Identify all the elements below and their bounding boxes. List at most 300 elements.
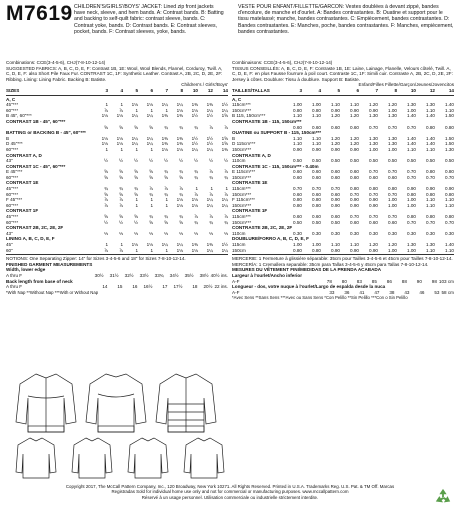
yardage-cell: ¾: [149, 191, 153, 197]
yardage-cell: 1⅛: [176, 202, 183, 208]
yardage-cell: ⅞: [104, 247, 108, 253]
length-row: A thru F 14 15 16 16½ 17 17½ 18 20½ 22 ins.: [6, 284, 228, 290]
yardage-cell: 1.00: [369, 146, 378, 152]
size-cell: 5: [135, 87, 138, 93]
sizes-label: SIZES: [6, 87, 20, 93]
divider: [6, 95, 228, 96]
yardage-cell: ⅝: [149, 174, 153, 180]
yardage-cell: 0.70: [350, 191, 359, 197]
yardage-cell: 1.00: [388, 202, 397, 208]
yardage-cell: 1¼: [131, 135, 138, 141]
yardage-cell: 1¼: [161, 242, 168, 247]
row-label: F 115cm***: [232, 197, 255, 203]
measurement-cell: 17: [162, 284, 168, 290]
row-label: 110cm: [232, 230, 246, 236]
yardage-cell: 1: [150, 146, 153, 152]
yardage-cell: 1¼: [206, 197, 213, 203]
yardage-cell: 1¼: [146, 141, 153, 147]
yardage-cell: ⅞: [209, 214, 213, 220]
size-cell: 8: [180, 87, 183, 93]
yardage-cell: 0.50: [388, 158, 397, 164]
row-label: 150cm***: [232, 146, 252, 152]
yardage-cell: ⅝: [179, 174, 183, 180]
footnote: *Avec Sens **Sans Sens ***Avec ou Sans Sens *Con Pelillo **Sin Pelillo ***Con o Sin Pelillo: [232, 295, 408, 301]
yardage-cell: 1.10: [426, 146, 435, 152]
yardage-cell: ⅓: [194, 230, 198, 236]
divider: [6, 254, 228, 255]
yardage-cell: 1.00: [293, 102, 302, 108]
size-cell: 7: [165, 87, 168, 93]
yardage-cell: 1: [165, 247, 168, 253]
yardage-cell: 1.10: [426, 202, 435, 208]
yardage-cell: 0.80: [293, 197, 302, 203]
yardage-cell: 1: [150, 247, 153, 253]
row-label: 150cm***: [232, 202, 252, 208]
yardage-cell: 0.50: [426, 158, 435, 164]
measurement-cell: 78: [326, 278, 332, 284]
yardage-cell: ⅞: [119, 247, 123, 253]
yardage-cell: ⅞: [209, 191, 213, 197]
yardage-cell: ¾: [164, 191, 168, 197]
row-label: D 45"***: [6, 141, 23, 147]
yardage-cell: 0.90: [331, 247, 340, 253]
yardage-cell: 1⅛: [131, 242, 138, 247]
row-label: BATTING or BACKING B - 45", 60"***: [6, 130, 86, 136]
yardage-cell: ⅓: [119, 230, 123, 236]
yardage-cell: 1½: [191, 141, 198, 147]
yardage-cell: ⅝: [119, 124, 123, 130]
row-label: 60"***: [6, 146, 19, 152]
row-label: 115cm***: [232, 186, 251, 192]
yardage-cell: 1⅜: [191, 242, 198, 247]
yardage-cell: 0.50: [350, 158, 359, 164]
row-label: CONTRAST 1C - 45", 60"***: [6, 163, 66, 169]
yardage-cell: 1: [225, 186, 228, 192]
yardage-cell: 0.30: [331, 230, 340, 236]
row-label: CONTRAST 1E: [6, 180, 39, 186]
row-label: 60"***: [6, 174, 19, 180]
measurement-cell: 32½: [124, 272, 134, 278]
metric-rows: [232, 97, 454, 254]
yardage-cell: ⅝: [119, 214, 123, 220]
yardage-cell: 1: [195, 186, 198, 192]
yardage-cell: 0.80: [426, 169, 435, 175]
measurement-cell: 90: [416, 278, 422, 284]
yardage-cell: 0.70: [388, 124, 397, 130]
row-label: LINING A, B, C, D, E, F: [6, 236, 55, 242]
yardage-cell: 1½: [206, 135, 213, 141]
measurement-cell: 43: [404, 289, 410, 295]
finished-measurements-title: FINISHED GARMENT MEASUREMENTS: [6, 261, 93, 267]
description-english: CHILDREN'S/GIRLS'/BOYS' JACKET: Lined zip front jackets have neck, sleeve, and hem bands. A: Contrast bands. B: Batting and backing to self-quilt fabric: contrast sleeve, bands. C: Contrast yoke, bands. D: Contrast bands. E: Contrast sleeves, pocket, bands. F: Contrast sleeves, yoke, bands.: [74, 4, 224, 35]
size-group-label: Enfant/Filles Fillette/Garçon/Jeunes/Jovencitos: [358, 82, 454, 88]
measurement-cell: 33½: [139, 272, 149, 278]
yardage-cell: 1.30: [369, 135, 378, 141]
yardage-cell: 0.90: [293, 146, 302, 152]
yardage-row: [232, 248, 454, 254]
yardage-cell: 1⅜: [221, 146, 228, 152]
yardage-cell: 0.30: [445, 230, 454, 236]
yardage-cell: 1½: [221, 102, 228, 108]
yardage-cell: 1⅛: [176, 197, 183, 203]
yardage-cell: 1.10: [407, 146, 416, 152]
yardage-cell: ⅞: [194, 214, 198, 220]
yardage-cell: ½: [119, 158, 123, 164]
yardage-cell: ⅓: [149, 230, 153, 236]
yardage-cell: ⅝: [134, 191, 138, 197]
yardage-cell: ½: [119, 219, 123, 225]
yardage-cell: 1⅛: [161, 146, 168, 152]
yardage-cell: 0.90: [312, 146, 321, 152]
row-label: CONTRASTE 1E: [232, 180, 268, 186]
yardage-cell: 0.80: [350, 186, 359, 192]
yardage-cell: 1.40: [426, 135, 435, 141]
yardage-cell: ⅞: [224, 124, 228, 130]
yardage-cell: 1⅛: [146, 102, 153, 108]
yardage-cell: ⅝: [134, 214, 138, 220]
yardage-cell: 0.60: [369, 219, 378, 225]
yardage-cell: 0.50: [293, 219, 302, 225]
recycle-icon: [434, 488, 452, 506]
yardage-cell: 0.60: [350, 219, 359, 225]
yardage-cell: 0.80: [445, 169, 454, 175]
yardage-cell: 0.80: [426, 214, 435, 220]
yardage-cell: ¾: [194, 219, 198, 225]
measurement-cell: 40½ ins.: [210, 272, 228, 278]
yardage-cell: 0.90: [445, 186, 454, 192]
yardage-cell: 0.70: [445, 174, 454, 180]
yardage-cell: ⅓: [164, 230, 168, 236]
merceria-text: MERCERÍA: 1 Cremallera separable: 35cm para Tallas 3-4-5-6 y 45cm para Tallas 7-8-10-12-14.: [232, 261, 429, 267]
yardage-cell: 1⅛: [131, 102, 138, 108]
row-label: B: [232, 135, 236, 141]
yardage-cell: 0.60: [331, 214, 340, 220]
yardage-cell: 1¼: [176, 102, 183, 108]
measurement-cell: 86: [386, 278, 392, 284]
yardage-cell: ⅝: [149, 169, 153, 175]
yardage-cell: 1⅜: [161, 113, 168, 119]
yardage-cell: ⅝: [164, 174, 168, 180]
row-label: 45"***: [6, 102, 19, 108]
yardage-cell: ½: [134, 158, 138, 164]
size-cell: 8: [394, 87, 397, 93]
row-label: 150cm***: [232, 219, 252, 225]
yardage-cell: 1⅜: [161, 135, 168, 141]
yardage-cell: ¾: [224, 174, 228, 180]
yardage-cell: 0.70: [369, 169, 378, 175]
yardage-cell: ¾: [164, 124, 168, 130]
yardage-cell: 0.60: [350, 124, 359, 130]
yardage-cell: 0.50: [445, 158, 454, 164]
yardage-cell: 1¼: [146, 135, 153, 141]
yardage-cell: 1.40: [407, 135, 416, 141]
yardage-rows: [6, 97, 228, 254]
yardage-cell: 1¼: [131, 113, 138, 119]
yardage-cell: ¾: [179, 124, 183, 130]
size-cell: 5: [337, 87, 340, 93]
divider: [232, 95, 454, 96]
yardage-cell: ⅞: [179, 186, 183, 192]
length-label: Longueur - dos, votre nuque à l'ourlet/Largo de espalda desde la nuca: [232, 284, 386, 290]
yardage-cell: 1.30: [426, 242, 435, 247]
yardage-cell: 1¼: [206, 107, 213, 113]
yardage-cell: ⅝: [104, 124, 108, 130]
tissus-text: TISSUS CONSEILLÉS: A, B, C, D, E, F: Contraste 1B, 1E: Laine, Lainage, Flanelle, Velours côtelé, Twill. A, C, D, E, F: en plus Fausse fourrure à poil court. Contraste 1C, 1F: Simili cuir. Contraste A, 2B, 2C, D, 2E, 2F: Jersey à côtes. Doublure: Tissu à doublure. Support B: Batiste.: [232, 65, 453, 82]
copyright-line-3: Réservé à un usage personnel. Utilisation commerciale ou industrielle strictement interdite.: [141, 494, 319, 500]
jacket-front-sketch: [16, 374, 76, 432]
yardage-cell: 1: [150, 202, 153, 208]
yardage-cell: ¾: [209, 219, 213, 225]
yardage-cell: ⅝: [179, 219, 183, 225]
yardage-cell: ⅝: [119, 191, 123, 197]
yardage-cell: ⅝: [104, 191, 108, 197]
yardage-cell: 1⅜: [206, 102, 213, 108]
measurement-cell: 88: [401, 278, 407, 284]
yardage-cell: 1⅛: [176, 146, 183, 152]
yardage-cell: 1¼: [221, 202, 228, 208]
row-label: 110cm: [232, 158, 246, 164]
yardage-cell: 1⅛: [101, 141, 108, 147]
measurement-cell: 53: [434, 289, 440, 295]
yardage-cell: 1¼: [131, 141, 138, 147]
yardage-cell: 0.60: [312, 124, 321, 130]
yardage-cell: 0.90: [331, 107, 340, 113]
row-label: DOUBLURE/FORRO A, B, C, D, E, F: [232, 236, 309, 242]
yardage-cell: ⅓: [179, 230, 183, 236]
yardage-cell: 1.10: [445, 197, 454, 203]
yardage-cell: ¾: [119, 186, 123, 192]
yardage-cell: 0.60: [331, 124, 340, 130]
measurement-cell: 14: [102, 284, 108, 290]
yardage-cell: ⅝: [134, 169, 138, 175]
yardage-cell: 1.00: [293, 242, 302, 247]
yardage-cell: ⅝: [149, 219, 153, 225]
jacket-back-sketch: [86, 374, 146, 432]
yardage-cell: 0.80: [445, 124, 454, 130]
yardage-cell: 1.10: [293, 135, 302, 141]
yardage-cell: 1.30: [445, 146, 454, 152]
yardage-cell: 0.60: [293, 214, 302, 220]
yardage-cell: 0.80: [312, 197, 321, 203]
copyright-line-2: Registradas Sold for individual home use only and not for commercial or manufacturing purposes. www.mccallpattern.com: [111, 489, 349, 495]
yardage-cell: 1½: [206, 113, 213, 119]
yardage-cell: 0.30: [312, 230, 321, 236]
yardage-cell: ½: [224, 158, 228, 164]
yardage-cell: 0.30: [426, 230, 435, 236]
yardage-cell: ¾: [104, 186, 108, 192]
measurement-cell: 85: [371, 278, 377, 284]
row-label: B 45", 60"***: [6, 113, 32, 119]
yardage-cell: [453, 119, 460, 125]
yardage-cell: 1.10: [350, 242, 359, 247]
size-cell: 3: [105, 87, 108, 93]
yardage-cell: 1.40: [426, 113, 435, 119]
measurement-cell: 30½: [94, 272, 104, 278]
jacket-row2-sketches: [16, 438, 224, 478]
yardage-cell: ¾: [209, 174, 213, 180]
yardage-cell: ⅝: [104, 214, 108, 220]
yardage-cell: 1.20: [350, 135, 359, 141]
measurement-cell: 38: [389, 289, 395, 295]
yardage-cell: 1.40: [445, 102, 454, 108]
yardage-cell: 0.50: [312, 219, 321, 225]
yardage-cell: 1: [135, 247, 138, 253]
yardage-cell: 0.80: [407, 214, 416, 220]
size-cell: 7: [375, 87, 378, 93]
size-header-row: [232, 88, 454, 94]
yardage-cell: 1.50: [445, 141, 454, 147]
yardage-cell: 1: [105, 146, 108, 152]
yardage-cell: 0.60: [312, 191, 321, 197]
yardage-cell: 0.60: [331, 191, 340, 197]
description-french: VESTE POUR ENFANT/FILLETTE/GARCON: Vestes doublées à devant zippé, bandes d'encolure, de manche et d'ourlet. A: Bandes contrastantes. B: Ouatine et support pour le tissu matelassé; manche, bandes contrastantes. C: Empiècement, bandes contrastantes. D: Bandes contrastantes. E: Manches, poche, bandes contrastantes. F: Manches, empiècement, bandes contrastantes.: [238, 4, 454, 35]
yardage-cell: 1.10: [350, 102, 359, 108]
measurement-cell: 16: [132, 284, 138, 290]
row-label: 150cm: [232, 247, 246, 253]
yardage-cell: 0.80: [293, 247, 302, 253]
yardage-cell: 1⅜: [191, 102, 198, 108]
yardage-cell: 0.60: [312, 214, 321, 220]
measurement-cell: 18: [192, 284, 198, 290]
row-label: B 115, 150cm***: [232, 113, 266, 119]
yardage-cell: 1.20: [388, 102, 397, 108]
row-label: 60": [6, 247, 13, 253]
combinaisons-text: Combinaisons: CCE(3-4-5-6), CHJ(7-8-10-12-14): [232, 60, 333, 65]
row-label: A, C: [232, 96, 242, 102]
yardage-cell: 0.80: [388, 186, 397, 192]
yardage-cell: 1: [150, 197, 153, 203]
measurement-cell: 83: [356, 278, 362, 284]
copyright-line-1: Copyright 2017, The McCall Pattern Company, Inc., 120 Broadway, New York 10271. All Rights Reserved. Printed in U.S.A. Trademarks Reg. U.S. Pat. & TM Off. Marcas: [65, 484, 395, 489]
yardage-cell: 0.70: [312, 186, 321, 192]
yardage-cell: 1.10: [445, 107, 454, 113]
row-label: 60"***: [6, 202, 19, 208]
yardage-cell: 1.10: [312, 135, 321, 141]
yardage-cell: ¾: [194, 124, 198, 130]
yardage-cell: 1.00: [388, 247, 397, 253]
yardage-cell: 1: [150, 107, 153, 113]
yardage-cell: 0.30: [369, 230, 378, 236]
yardage-cell: 0.70: [369, 191, 378, 197]
yardage-cell: 0.50: [407, 158, 416, 164]
row-label: 45"***: [6, 186, 19, 192]
yardage-cell: 1.10: [312, 141, 321, 147]
yardage-cell: 0.30: [388, 230, 397, 236]
yardage-cell: 0.90: [369, 197, 378, 203]
combinations-text: Combinations: CCE(3-4-5-6), CHJ(7-8-10-12-14): [6, 60, 106, 65]
measurement-cell: 36: [344, 289, 350, 295]
header: [6, 4, 454, 64]
yardage-cell: 0.60: [350, 169, 359, 175]
yardage-cell: 1.20: [331, 113, 340, 119]
measurement-cell: 33: [329, 289, 335, 295]
yardage-cell: ½: [134, 219, 138, 225]
yardage-cell: 1.00: [407, 107, 416, 113]
yardage-cell: 0.60: [388, 219, 397, 225]
yardage-cell: 1.10: [293, 113, 302, 119]
yardage-cell: 0.50: [312, 158, 321, 164]
yardage-cell: ⅞: [224, 191, 228, 197]
yardage-cell: 1⅜: [206, 242, 213, 247]
yardage-cell: 1¼: [221, 247, 228, 253]
width-label: Largeur à l'ourlet/Ancho inferior: [232, 272, 303, 278]
yardage-cell: 1.00: [388, 197, 397, 203]
yardage-cell: 0.50: [293, 158, 302, 164]
row-label: F 45"***: [6, 197, 23, 203]
yardage-cell: 0.70: [426, 174, 435, 180]
yardage-cell: 0.90: [331, 202, 340, 208]
yardage-cell: 1.30: [369, 141, 378, 147]
row-label: 150cm***: [232, 107, 252, 113]
yardage-cell: 1.30: [388, 141, 397, 147]
yardage-cell: ⅝: [104, 169, 108, 175]
yardage-cell: 1⅛: [176, 107, 183, 113]
yardage-cell: 1.10: [293, 141, 302, 147]
size-values: [283, 88, 454, 94]
yardage-cell: 0.70: [388, 214, 397, 220]
yardage-cell: 1⅝: [221, 141, 228, 147]
yardage-cell: 0.70: [407, 169, 416, 175]
yardage-cell: ⅓: [209, 230, 213, 236]
yardage-cell: 1⅛: [116, 135, 123, 141]
yardage-cell: 0.90: [426, 186, 435, 192]
mercerie-text: MERCERIE: 1 Fermeture à glissière séparable: 35cm pour Tailles 3-4-5-6 et 45cm pour Tailles 7-8-10-12-14.: [232, 256, 453, 262]
yardage-cell: 1.40: [407, 113, 416, 119]
yardage-cell: 1.00: [388, 146, 397, 152]
row-label: 60"***: [6, 219, 19, 225]
copyright-footer: [6, 484, 454, 500]
yardage-cell: 1.30: [388, 135, 397, 141]
yardage-cell: ⅞: [149, 186, 153, 192]
yardage-cell: ⅞: [164, 186, 168, 192]
yardage-cell: ⅞: [194, 191, 198, 197]
garment-sketches: [6, 368, 228, 480]
yardage-cell: ⅓: [224, 230, 228, 236]
yardage-cell: 1½: [191, 135, 198, 141]
yardage-cell: 0.60: [293, 191, 302, 197]
yardage-cell: 0.90: [350, 247, 359, 253]
yardage-cell: 1.00: [312, 102, 321, 108]
yardage-cell: 1.00: [388, 107, 397, 113]
row-label: CONTRASTE A, D: [232, 152, 271, 158]
row-label: CONTRASTE 1B - 115, 150cm***: [232, 118, 302, 124]
yardage-cell: 1¼: [176, 242, 183, 247]
yardage-cell: 0.80: [312, 107, 321, 113]
size-cell: 3: [299, 87, 302, 93]
yardage-cell: 1⅛: [146, 242, 153, 247]
yardage-cell: ⅝: [119, 174, 123, 180]
footnote: *With Nap **Without Nap ***With or Without Nap: [6, 289, 99, 295]
yardage-cell: ⅞: [209, 124, 213, 130]
yardage-cell: 1: [105, 102, 108, 108]
yardage-cell: 0.80: [312, 202, 321, 208]
yardage-cell: 0.80: [293, 202, 302, 208]
yardage-cell: 0.90: [369, 107, 378, 113]
measurement-cell: 31½: [109, 272, 119, 278]
yardage-cell: 1.10: [426, 197, 435, 203]
pattern-number: M7619: [6, 2, 73, 25]
yardage-cell: 0.80: [426, 124, 435, 130]
yardage-cell: ¾: [194, 174, 198, 180]
yardage-cell: 1.20: [369, 242, 378, 247]
yardage-cell: 0.50: [369, 158, 378, 164]
yardage-cell: ⅓: [104, 230, 108, 236]
yardage-cell: 1⅜: [176, 113, 183, 119]
row-label: E 45"***: [6, 169, 23, 175]
yardage-cell: 1.00: [407, 202, 416, 208]
yardage-cell: 1⅛: [191, 197, 198, 203]
row-label: D 115cm***: [232, 141, 256, 147]
